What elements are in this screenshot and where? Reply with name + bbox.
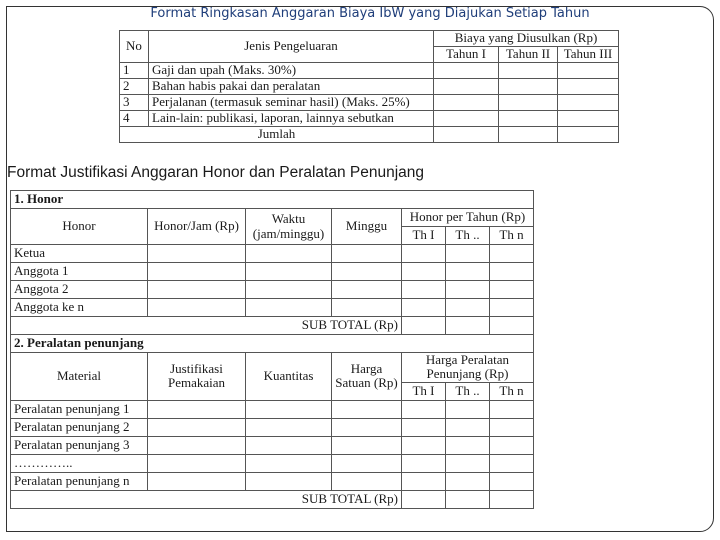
table-row [120, 63, 619, 79]
cell [446, 472, 490, 490]
cell [490, 317, 534, 335]
cell [558, 95, 619, 111]
summary-title: Format Ringkasan Anggaran Biaya IbW yang Diajukan Setiap Tahun [150, 6, 590, 21]
cell [434, 63, 499, 79]
table-row [11, 245, 534, 263]
cell [490, 245, 534, 263]
header-year: Th I [402, 382, 446, 400]
section-peralatan: 2. Peralatan penunjang [11, 335, 534, 353]
cell [332, 436, 402, 454]
cell [332, 400, 402, 418]
header-minggu: Minggu [332, 209, 402, 245]
cell [490, 472, 534, 490]
row-no: 3 [120, 95, 149, 111]
header-year: Tahun III [558, 47, 619, 63]
cell [332, 299, 402, 317]
table-row [11, 263, 534, 281]
cell [246, 436, 332, 454]
row-no: 4 [120, 111, 149, 127]
header-year: Th n [490, 227, 534, 245]
row-label: Anggota ke n [11, 299, 148, 317]
cell [246, 281, 332, 299]
row-label: Peralatan penunjang 2 [11, 418, 148, 436]
section-honor: 1. Honor [11, 191, 534, 209]
table-row [11, 490, 534, 508]
cell [499, 127, 558, 143]
table-row [11, 191, 534, 209]
header-no: No [120, 31, 149, 63]
cell [246, 400, 332, 418]
header-honor-jam: Honor/Jam (Rp) [148, 209, 246, 245]
cell [402, 436, 446, 454]
cell [490, 454, 534, 472]
cell [490, 299, 534, 317]
header-year: Th .. [446, 382, 490, 400]
cell [499, 63, 558, 79]
cell [446, 281, 490, 299]
cell [490, 436, 534, 454]
cell [446, 299, 490, 317]
header-year: Tahun I [434, 47, 499, 63]
cell [148, 400, 246, 418]
cell [434, 111, 499, 127]
row-label: Ketua [11, 245, 148, 263]
justification-title: Format Justifikasi Anggaran Honor dan Peralatan Penunjang [7, 164, 425, 181]
header-year: Th I [402, 227, 446, 245]
cell [332, 281, 402, 299]
cell [148, 418, 246, 436]
table-row [120, 79, 619, 95]
header-biaya: Biaya yang Diusulkan (Rp) [434, 31, 619, 47]
header-honor-tahun: Honor per Tahun (Rp) [402, 209, 534, 227]
row-no: 1 [120, 63, 149, 79]
cell [246, 472, 332, 490]
cell [490, 418, 534, 436]
justification-table [10, 190, 534, 509]
summary-table [119, 30, 619, 143]
cell [446, 245, 490, 263]
cell [402, 418, 446, 436]
cell [148, 281, 246, 299]
cell [402, 245, 446, 263]
header-year: Tahun II [499, 47, 558, 63]
header-waktu: Waktu (jam/minggu) [246, 209, 332, 245]
total-label: Jumlah [120, 127, 434, 143]
subtotal-honor: SUB TOTAL (Rp) [11, 317, 402, 335]
cell [558, 63, 619, 79]
table-row [120, 95, 619, 111]
cell [402, 281, 446, 299]
header-honor: Honor [11, 209, 148, 245]
table-row [120, 31, 619, 47]
table-row [11, 335, 534, 353]
cell [490, 281, 534, 299]
cell [499, 111, 558, 127]
row-label: ………….. [11, 454, 148, 472]
row-label: Anggota 2 [11, 281, 148, 299]
table-row [120, 127, 619, 143]
cell [332, 245, 402, 263]
cell [246, 299, 332, 317]
header-material: Material [11, 353, 148, 401]
row-label: Lain-lain: publikasi, laporan, lainnya sebutkan [149, 111, 434, 127]
cell [558, 111, 619, 127]
row-label: Perjalanan (termasuk seminar hasil) (Maks. 25%) [149, 95, 434, 111]
cell [148, 245, 246, 263]
header-year: Th n [490, 382, 534, 400]
cell [446, 454, 490, 472]
cell [148, 436, 246, 454]
table-row [120, 111, 619, 127]
table-row [11, 281, 534, 299]
header-kuantitas: Kuantitas [246, 353, 332, 401]
cell [446, 418, 490, 436]
table-row [11, 472, 534, 490]
cell [402, 317, 446, 335]
cell [246, 263, 332, 281]
cell [499, 95, 558, 111]
cell [402, 263, 446, 281]
cell [332, 472, 402, 490]
cell [490, 490, 534, 508]
cell [402, 400, 446, 418]
cell [402, 472, 446, 490]
cell [490, 400, 534, 418]
cell [434, 79, 499, 95]
table-row [11, 353, 534, 383]
table-row [11, 418, 534, 436]
cell [402, 454, 446, 472]
cell [402, 299, 446, 317]
row-no: 2 [120, 79, 149, 95]
cell [332, 418, 402, 436]
table-row [11, 454, 534, 472]
cell [446, 263, 490, 281]
cell [148, 263, 246, 281]
cell [332, 263, 402, 281]
cell [246, 418, 332, 436]
table-row [11, 299, 534, 317]
cell [446, 317, 490, 335]
cell [148, 299, 246, 317]
cell [499, 79, 558, 95]
cell [446, 436, 490, 454]
table-row [11, 209, 534, 227]
cell [332, 454, 402, 472]
cell [246, 245, 332, 263]
cell [402, 490, 446, 508]
header-jenis: Jenis Pengeluaran [149, 31, 434, 63]
cell [246, 454, 332, 472]
row-label: Gaji dan upah (Maks. 30%) [149, 63, 434, 79]
cell [446, 490, 490, 508]
cell [558, 79, 619, 95]
row-label: Anggota 1 [11, 263, 148, 281]
cell [148, 472, 246, 490]
table-row [11, 436, 534, 454]
cell [148, 454, 246, 472]
cell [558, 127, 619, 143]
row-label: Peralatan penunjang 3 [11, 436, 148, 454]
cell [434, 95, 499, 111]
cell [434, 127, 499, 143]
table-row [11, 317, 534, 335]
header-harga-satuan: Harga Satuan (Rp) [332, 353, 402, 401]
header-year: Th .. [446, 227, 490, 245]
row-label: Peralatan penunjang 1 [11, 400, 148, 418]
cell [490, 263, 534, 281]
header-harga-peralatan: Harga Peralatan Penunjang (Rp) [402, 353, 534, 383]
subtotal-peralatan: SUB TOTAL (Rp) [11, 490, 402, 508]
row-label: Peralatan penunjang n [11, 472, 148, 490]
cell [446, 400, 490, 418]
row-label: Bahan habis pakai dan peralatan [149, 79, 434, 95]
header-justifikasi: Justifikasi Pemakaian [148, 353, 246, 401]
table-row [11, 400, 534, 418]
